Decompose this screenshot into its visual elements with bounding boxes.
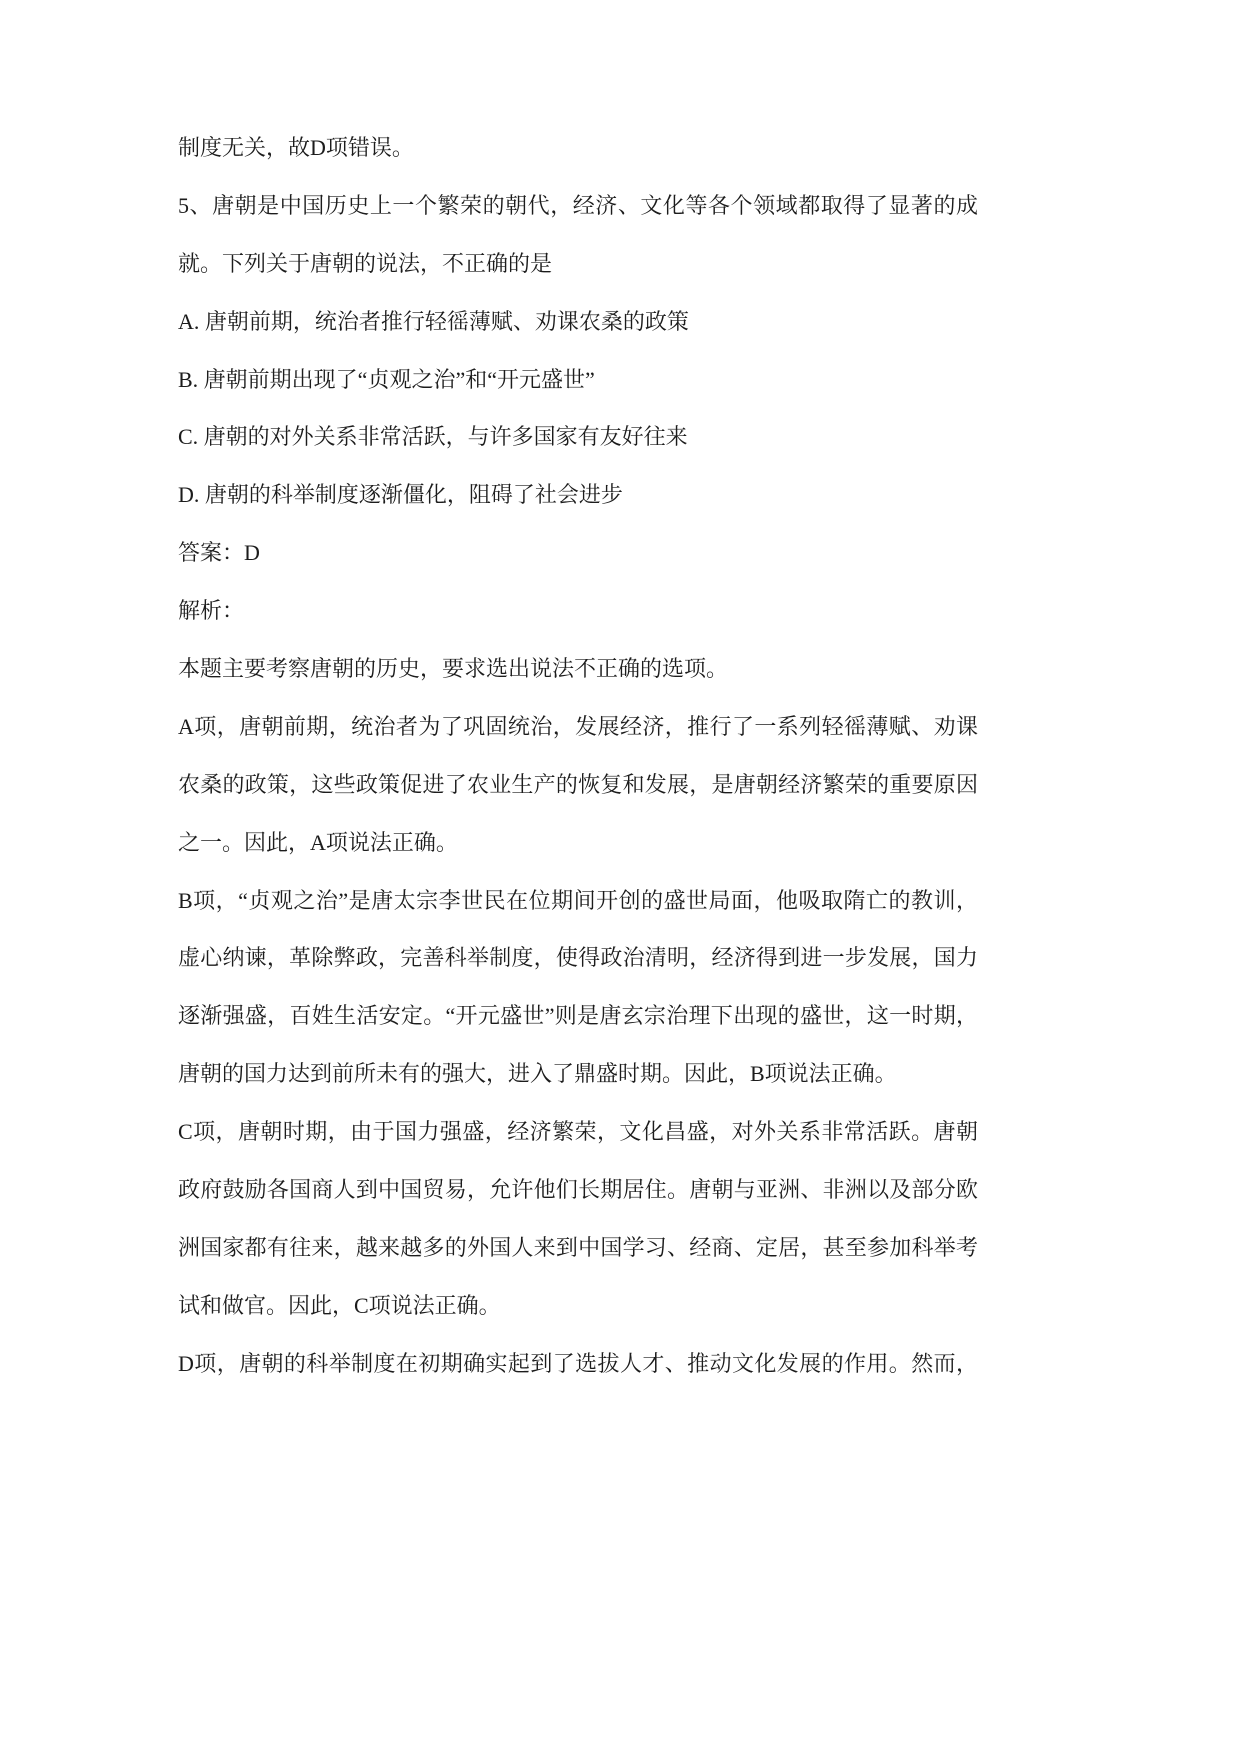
analysis-line: 洲国家都有往来，越来越多的外国人来到中国学习、经商、定居，甚至参加科举考 [178,1234,978,1260]
analysis-heading: 解析： [178,598,245,624]
analysis-item-d [178,1335,990,1393]
analysis-line: 逐渐强盛，百姓生活安定。“开元盛世”则是唐玄宗治理下出现的盛世，这一时期， [178,1003,978,1029]
previous-analysis-tail [178,119,990,177]
answer [178,524,990,582]
analysis-item-b [178,872,990,1104]
analysis-item-a [178,698,990,872]
question-stem-line: 就。下列关于唐朝的说法，不正确的是 [178,250,553,276]
option-c: C. 唐朝的对外关系非常活跃，与许多国家有友好往来 [178,424,688,450]
analysis-line: C项，唐朝时期，由于国力强盛，经济繁荣，文化昌盛，对外关系非常活跃。唐朝 [178,1119,978,1145]
analysis-line: B项，“贞观之治”是唐太宗李世民在位期间开创的盛世局面，他吸取隋亡的教训， [178,887,978,913]
analysis-intro: 本题主要考察唐朝的历史，要求选出说法不正确的选项。 [178,656,729,682]
analysis [178,582,990,1392]
analysis-line: D项，唐朝的科举制度在初期确实起到了选拔人才、推动文化发展的作用。然而， [178,1350,978,1376]
option-a: A. 唐朝前期，统治者推行轻徭薄赋、劝课农桑的政策 [178,308,689,334]
text-line: 制度无关，故D项错误。 [178,135,414,160]
question-stem [178,177,990,293]
analysis-line: 试和做官。因此，C项说法正确。 [178,1292,501,1318]
analysis-line: 唐朝的国力达到前所未有的强大，进入了鼎盛时期。因此，B项说法正确。 [178,1061,897,1087]
analysis-line: 之一。因此，A项说法正确。 [178,829,458,855]
analysis-item-c [178,1103,990,1335]
question-stem-line: 5、唐朝是中国历史上一个繁荣的朝代，经济、文化等各个领域都取得了显著的成 [178,192,978,218]
analysis-line: 虚心纳谏，革除弊政，完善科举制度，使得政治清明，经济得到进一步发展，国力 [178,945,978,971]
option-d: D. 唐朝的科举制度逐渐僵化，阻碍了社会进步 [178,482,623,508]
option-b: B. 唐朝前期出现了“贞观之治”和“开元盛世” [178,366,595,392]
analysis-line: 农桑的政策，这些政策促进了农业生产的恢复和发展，是唐朝经济繁荣的重要原因 [178,771,978,797]
analysis-line: A项，唐朝前期，统治者为了巩固统治，发展经济，推行了一系列轻徭薄赋、劝课 [178,713,978,739]
page-content [178,119,990,1393]
question-options [178,293,990,525]
answer-text: 答案：D [178,540,260,566]
analysis-line: 政府鼓励各国商人到中国贸易，允许他们长期居住。唐朝与亚洲、非洲以及部分欧 [178,1177,978,1203]
question-5 [178,177,990,524]
